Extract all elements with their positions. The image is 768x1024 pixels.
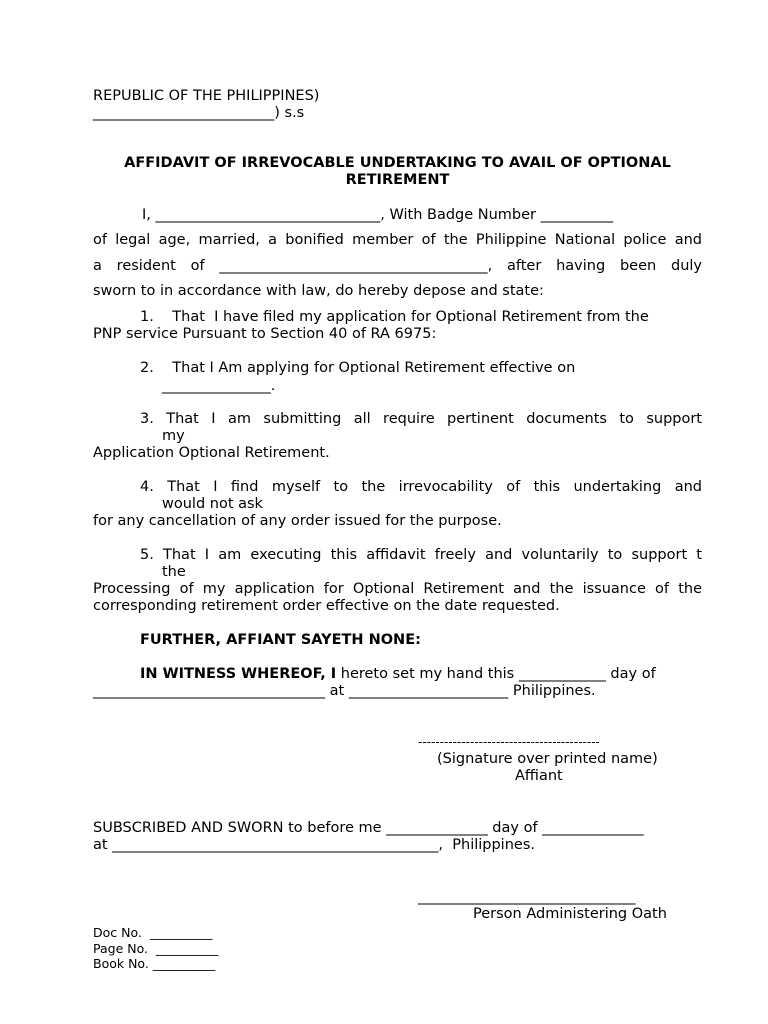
oath-label: Person Administering Oath (473, 906, 667, 922)
item-3-line-2: my (162, 428, 185, 444)
item-3-line-3: Application Optional Retirement. (93, 445, 330, 461)
further-affiant-line: FURTHER, AFFIANT SAYETH NONE: (140, 632, 421, 648)
signature-dashes: ------------------------------------------ (418, 735, 600, 749)
intro-line-2: of legal age, married, a bonified member of the Philippine National police and (93, 232, 702, 248)
subscribed-line-2: at _____________________________________________, Philippines. (93, 837, 535, 853)
item-2-line-2: _______________. (162, 378, 276, 394)
item-4-line-2: would not ask (162, 496, 263, 512)
oath-signature-line: ______________________________ (418, 889, 636, 905)
item-1-line-2: PNP service Pursuant to Section 40 of RA 6975: (93, 326, 437, 342)
page-no: Page No. __________ (93, 941, 219, 956)
item-5-line-4: corresponding retirement order effective on the date requested. (93, 598, 560, 614)
title-line-2: RETIREMENT (345, 172, 450, 188)
doc-no: Doc No. __________ (93, 925, 213, 940)
item-5-line-3: Processing of my application for Optional Retirement and the issuance of the (93, 581, 702, 597)
item-5-line-1: 5. That I am executing this affidavit freely and voluntarily to support t (140, 547, 702, 563)
signature-caption: (Signature over printed name) (437, 751, 658, 767)
item-2-line-1: 2. That I Am applying for Optional Retirement effective on (140, 360, 576, 376)
intro-line-1: I, _______________________________, With Badge Number __________ (142, 207, 614, 223)
ss-line: _________________________) s.s (93, 105, 305, 121)
witness-bold: IN WITNESS WHEREOF, I (140, 666, 337, 682)
witness-line-1 (140, 666, 656, 683)
witness-line-2: ________________________________ at ______________________ Philippines. (93, 683, 596, 699)
republic-line: REPUBLIC OF THE PHILIPPINES) (93, 88, 320, 104)
item-4-line-3: for any cancellation of any order issued for the purpose. (93, 513, 502, 529)
title-line-1: AFFIDAVIT OF IRREVOCABLE UNDERTAKING TO AVAIL OF OPTIONAL (124, 155, 671, 171)
book-no: Book No. __________ (93, 956, 216, 971)
affiant-label: Affiant (515, 768, 563, 784)
item-3-line-1: 3. That I am submitting all require pertinent documents to support (140, 411, 702, 427)
intro-line-4: sworn to in accordance with law, do hereby depose and state: (93, 283, 544, 299)
intro-line-3: a resident of _____________________________________, after having been duly (93, 258, 702, 274)
item-1-line-1: 1. That I have filed my application for Optional Retirement from the (140, 309, 649, 325)
subscribed-line-1: SUBSCRIBED AND SWORN to before me ______________ day of ______________ (93, 820, 644, 836)
witness-rest: hereto set my hand this ____________ day of (336, 666, 656, 682)
item-4-line-1: 4. That I find myself to the irrevocability of this undertaking and (140, 479, 702, 495)
item-5-line-2: the (162, 564, 186, 580)
